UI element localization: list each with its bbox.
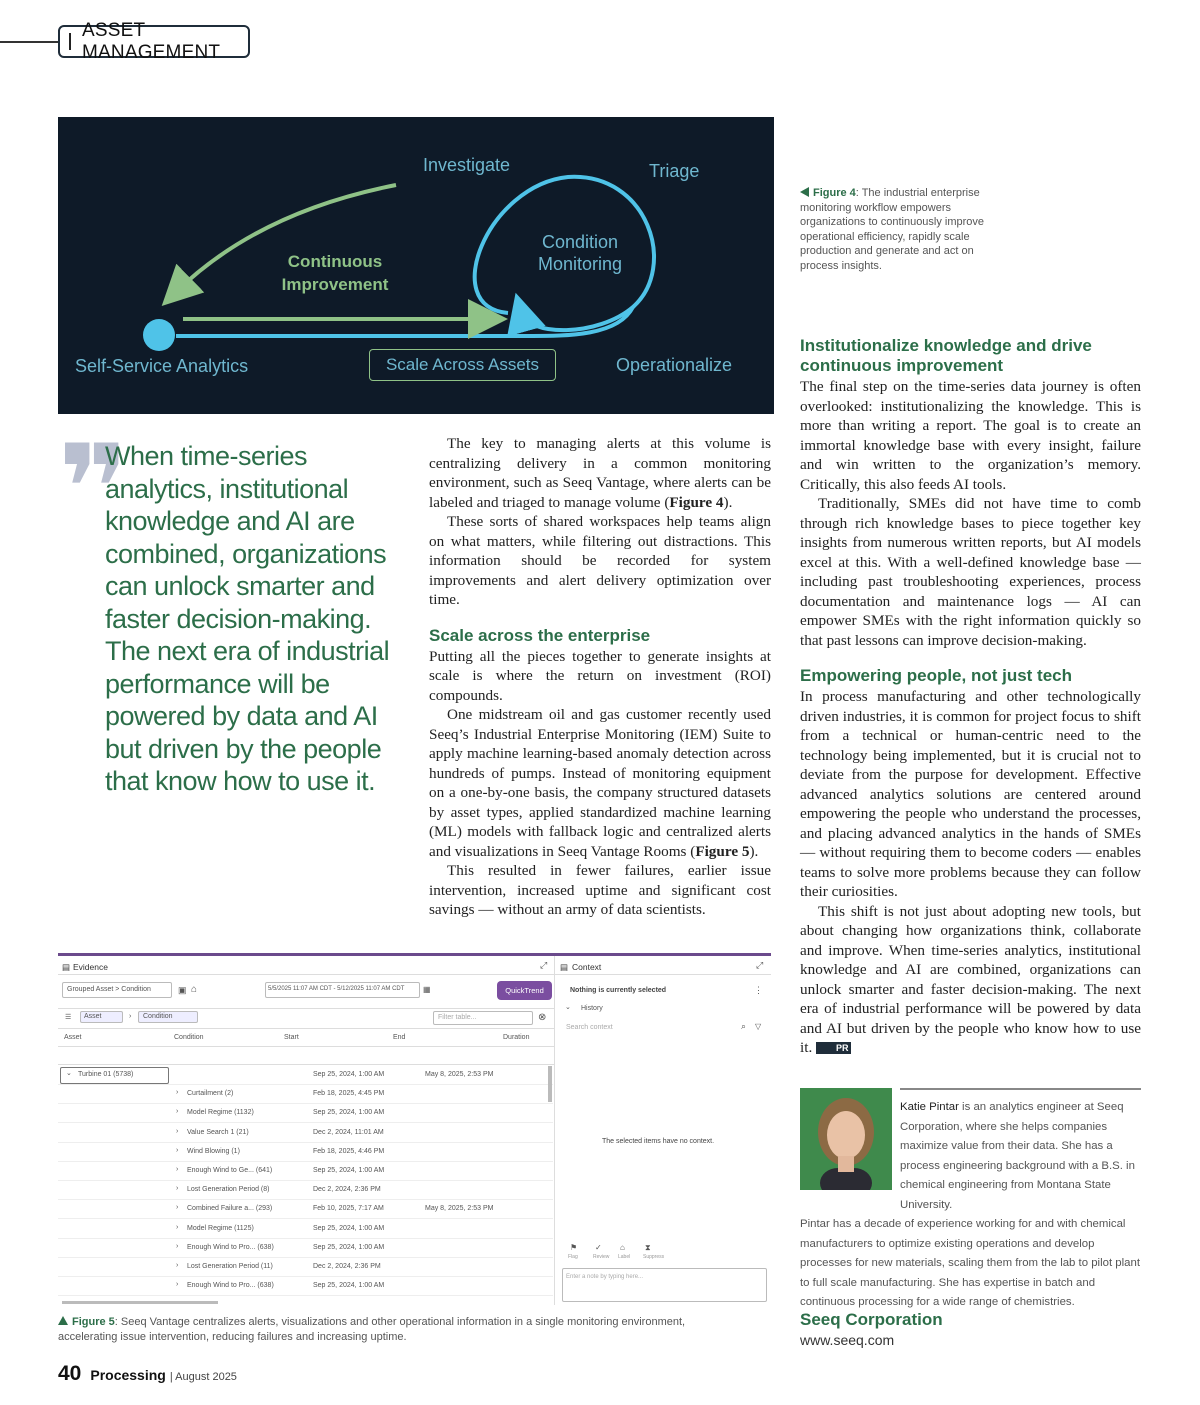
- row-name: Model Regime (1132): [187, 1109, 254, 1117]
- chevron-right-icon[interactable]: ›: [176, 1185, 179, 1193]
- search-context-input[interactable]: Search context: [566, 1024, 613, 1031]
- row-name: Enough Wind to Pro... (638): [187, 1243, 274, 1251]
- action-label: Suppress: [643, 1254, 665, 1260]
- expand-icon[interactable]: ⤢: [540, 960, 548, 970]
- caption-text: : Seeq Vantage centralizes alerts, visualizations and other operational information in a single monitoring environment, accelerating issue intervention, reducing failures and increasing uptime.: [58, 1316, 686, 1343]
- row-end: May 8, 2025, 2:53 PM: [425, 1205, 494, 1213]
- row-name: Curtailment (2): [187, 1090, 234, 1098]
- chevron-right-icon[interactable]: ›: [176, 1204, 179, 1212]
- table-row[interactable]: [58, 1162, 553, 1181]
- quicktrend-button[interactable]: [497, 981, 552, 1000]
- table-row[interactable]: [58, 1181, 553, 1200]
- company-url[interactable]: www.seeq.com: [800, 1332, 895, 1348]
- label-condition-line1: Condition: [541, 232, 619, 252]
- filter-placeholder: Filter table...: [438, 1014, 477, 1021]
- section-title: ASSET MANAGEMENT: [82, 19, 221, 63]
- end-mark-icon: PR: [816, 1042, 851, 1054]
- label-continuous-improvement: [270, 250, 400, 296]
- tag-tick: [69, 33, 71, 50]
- quote-mark-icon: ❞: [58, 420, 115, 559]
- chevron-right-icon[interactable]: ›: [176, 1146, 179, 1154]
- author-bio: [800, 1098, 1141, 1313]
- label-condition-monitoring: [530, 231, 630, 275]
- action-flag-icon[interactable]: ⚑: [570, 1243, 578, 1252]
- action-label: Flag: [568, 1254, 578, 1260]
- row-start: Feb 18, 2025, 4:46 PM: [313, 1147, 385, 1155]
- history-label[interactable]: History: [581, 1005, 603, 1012]
- grouping-value: Grouped Asset > Condition: [67, 986, 151, 993]
- context-title: Context: [572, 962, 602, 972]
- row-end: May 8, 2025, 2:53 PM: [425, 1071, 494, 1078]
- paragraph: The final step on the time-series data journey is often overlooked: institutionalizing the knowledge. This is more than writing a report. The goal is to create an immortal knowledge base with every insight, failure and win written to the organization’s memory. Critically, this also feeds AI tools.: [800, 378, 1141, 493]
- figure-5-caption: [58, 1315, 738, 1344]
- company-name: Seeq Corporation: [800, 1310, 943, 1329]
- caption-label: Figure 4: [813, 187, 856, 199]
- label-triage: Triage: [649, 161, 700, 181]
- evidence-icon: ▤: [62, 962, 71, 972]
- expand-icon[interactable]: ⤢: [756, 960, 764, 970]
- row-start: Sep 25, 2024, 1:00 AM: [313, 1243, 385, 1251]
- paragraph: These sorts of shared workspaces help teams align on what matters, while filtering out distractions. This information should be recorded for system improvements and alert delivery optimization over time.: [429, 513, 771, 608]
- table-row[interactable]: [58, 1220, 553, 1239]
- chevron-right-icon[interactable]: ›: [176, 1223, 179, 1231]
- table-row[interactable]: [58, 1143, 553, 1162]
- chevron-right-icon[interactable]: ›: [176, 1166, 179, 1173]
- chevron-right-icon[interactable]: ›: [176, 1281, 179, 1289]
- label-continuous-line1: Continuous: [287, 252, 383, 271]
- paragraph: The key to managing alerts at this volume is centralizing delivery in a common monitoring environment, such as Seeq Vantage, where alerts can be labeled and triaged to manage volume (Figure 4).: [429, 435, 771, 511]
- author-name: Katie Pintar: [900, 1101, 959, 1113]
- article-column-right: [800, 336, 1141, 1058]
- bio-rest: Pintar has a decade of experience working for and with chemical manufacturers to optimize existing operations and develop processes for new materials, scaling them from the lab to pilot plant to full scale manufacturing. She has expertise in batch and continuous processing for a wide range of chemistries.: [800, 1218, 1140, 1308]
- label-investigate: Investigate: [423, 155, 511, 175]
- column-header[interactable]: End: [393, 1034, 406, 1041]
- subheading: Institutionalize knowledge and drive continuous improvement: [800, 336, 1092, 375]
- caption-arrow-icon: [58, 1316, 68, 1325]
- clear-icon[interactable]: ⊗: [538, 1012, 547, 1023]
- figure-4-diagram: [58, 117, 774, 414]
- page-number: 40: [58, 1362, 82, 1385]
- paragraph: One midstream oil and gas customer recently used Seeq’s Industrial Enterprise Monitoring (IEM) Suite to apply machine learning-based anomaly detection across hundreds of pumps. Instead of monitoring equipment on a one-by-one basis, the company structured datasets by asset types, applied standardized machine learning (ML) models with fallback logic and centralized alerts and visualizations in Seeq Vantage Rooms (Figure 5).: [429, 706, 771, 860]
- table-row[interactable]: [58, 1258, 553, 1277]
- table-row[interactable]: [58, 1066, 553, 1085]
- action-label: Label: [618, 1254, 631, 1260]
- label-scale-across-assets: Scale Across Assets: [369, 349, 556, 381]
- folio: [58, 1362, 237, 1386]
- paragraph: In process manufacturing and other technologically driven industries, it is common for project focus to shift from a technical or human-centric need to the technology being implemented, but it is crucial not to deviate from the purpose for development. Effective advanced analytics solutions are centered around empowering the people who understand the processes, and placing advanced analytics in the hands of SMEs — without requiring them to become coders — enables teams to solve more problems because they can follow their curiosities.: [800, 688, 1141, 900]
- calendar-icon[interactable]: ▦: [423, 985, 431, 994]
- quicktrend-label: QuickTrend: [505, 986, 544, 995]
- table-row[interactable]: [58, 1124, 553, 1143]
- asset-chip-label: Asset: [84, 1013, 102, 1020]
- row-name: Combined Failure a... (293): [187, 1205, 273, 1213]
- column-header[interactable]: Asset: [64, 1034, 82, 1041]
- list-icon: ☰: [65, 1014, 72, 1021]
- row-start: Feb 10, 2025, 7:17 AM: [313, 1205, 384, 1213]
- search-icon[interactable]: ⌕: [741, 1021, 747, 1031]
- row-name: Turbine 01 (5738): [78, 1071, 134, 1078]
- chevron-right-icon[interactable]: ›: [176, 1108, 179, 1116]
- row-name: Lost Generation Period (11): [187, 1263, 273, 1270]
- context-icon: ▤: [560, 962, 569, 972]
- chevron-right-icon: ›: [129, 1013, 132, 1020]
- note-placeholder: Enter a note by typing here...: [566, 1274, 644, 1280]
- figure-ref: Figure 5: [695, 842, 750, 860]
- row-start: Feb 18, 2025, 4:45 PM: [313, 1090, 385, 1098]
- chevron-right-icon[interactable]: ›: [176, 1127, 179, 1135]
- paragraph: Putting all the pieces together to generate insights at scale is where the return on investment (ROI) compounds.: [429, 647, 771, 704]
- evidence-title: Evidence: [73, 962, 108, 972]
- row-name: Model Regime (1125): [187, 1224, 254, 1232]
- selection-status: Nothing is currently selected: [570, 987, 667, 994]
- caption-label: Figure 5: [72, 1316, 115, 1328]
- chevron-right-icon[interactable]: ›: [176, 1242, 179, 1250]
- row-name: Wind Blowing (1): [187, 1147, 240, 1155]
- column-header[interactable]: Condition: [174, 1034, 204, 1041]
- label-condition-line2: Monitoring: [537, 254, 623, 274]
- more-icon[interactable]: ⋮: [754, 985, 763, 995]
- home-icon[interactable]: ⌂: [191, 984, 198, 995]
- figure-4-caption: [800, 186, 985, 274]
- row-start: Sep 25, 2024, 1:00 AM: [313, 1282, 385, 1290]
- header-rule: [0, 41, 60, 43]
- condition-chip-label: Condition: [143, 1013, 173, 1020]
- table-row[interactable]: [58, 1085, 553, 1104]
- magazine-name: Processing: [90, 1367, 166, 1383]
- paragraph: This shift is not just about adopting new tools, but about changing how organizations think, collaborate and improve. When time-series analytics, institutional knowledge and AI are combined, organizations can unlock smarter and faster decision-making. The next era of industrial performance will be powered by data and AI but driven by the people who know how to use it. PR: [800, 902, 1141, 1056]
- table-row[interactable]: [58, 1277, 553, 1296]
- save-icon[interactable]: ▣: [178, 985, 187, 995]
- date-range-value: 5/5/2025 11:07 AM CDT - 5/12/2025 11:07 AM CDT: [268, 986, 405, 992]
- caption-text: : The industrial enterprise monitoring workflow empowers organizations to continuously improve operational efficiency, rapidly scale production and generate and act on process insights.: [800, 187, 985, 272]
- label-operationalize: Operationalize: [616, 355, 733, 375]
- row-start: Dec 2, 2024, 11:01 AM: [313, 1128, 384, 1136]
- row-name: Value Search 1 (21): [187, 1128, 249, 1136]
- row-start: Sep 25, 2024, 1:00 AM: [313, 1224, 385, 1232]
- table-row[interactable]: [58, 1200, 553, 1219]
- paragraph: Traditionally, SMEs did not have time to comb through rich knowledge bases to piece together key insights from numerous written reports, but AI models excel at this. With a well-defined knowledge base — including past troubleshooting experiences, process documentation and maintenance logs — AI can empower SMEs with the right information quickly so that past lessons can improve decision-making.: [800, 495, 1141, 649]
- row-name: Enough Wind to Ge... (641): [187, 1167, 273, 1174]
- self-service-dot: [143, 319, 175, 351]
- paragraph: This resulted in fewer failures, earlier issue intervention, increased uptime and significant cost savings — without an army of data scientists.: [429, 862, 771, 918]
- row-start: Sep 25, 2024, 1:00 AM: [313, 1071, 385, 1078]
- figure-5-screenshot: [58, 953, 771, 1305]
- row-start: Dec 2, 2024, 2:36 PM: [313, 1263, 381, 1270]
- empty-context-message: The selected items have no context.: [602, 1138, 715, 1145]
- action-label-icon[interactable]: ⌂: [620, 1243, 625, 1252]
- subheading: Empowering people, not just tech: [800, 666, 1073, 685]
- row-name: Lost Generation Period (8): [187, 1186, 270, 1194]
- article-column-middle: [429, 434, 771, 920]
- chevron-down-icon[interactable]: ⌄: [565, 1004, 571, 1011]
- chevron-down-icon[interactable]: ⌄: [66, 1070, 72, 1077]
- action-review-icon[interactable]: ✓: [595, 1243, 602, 1252]
- author-rule: [900, 1088, 1141, 1090]
- row-start: Sep 25, 2024, 1:00 AM: [313, 1109, 385, 1117]
- figure-ref: Figure 4: [669, 493, 724, 511]
- pull-quote: When time-series analytics, institutional knowledge and AI are combined, organizations can unlock smarter and faster decision-making. The next era of industrial performance will be powered by data and AI but driven by the people that know how to use it.: [105, 441, 390, 796]
- chevron-right-icon[interactable]: ›: [176, 1262, 179, 1269]
- row-start: Dec 2, 2024, 2:36 PM: [313, 1186, 381, 1194]
- row-start: Sep 25, 2024, 1:00 AM: [313, 1167, 385, 1174]
- column-header[interactable]: Start: [284, 1034, 299, 1041]
- label-continuous-line2: Improvement: [281, 275, 389, 294]
- column-header[interactable]: Duration: [503, 1034, 530, 1041]
- row-name: Enough Wind to Pro... (638): [187, 1282, 274, 1290]
- filter-icon[interactable]: ▽: [755, 1022, 762, 1031]
- action-suppress-icon[interactable]: ⧗: [645, 1243, 651, 1252]
- chevron-right-icon[interactable]: ›: [176, 1089, 179, 1097]
- table-row[interactable]: [58, 1239, 553, 1258]
- table-row[interactable]: [58, 1104, 553, 1123]
- subheading: Scale across the enterprise: [429, 625, 651, 645]
- section-tag: [58, 19, 250, 63]
- caption-arrow-icon: [800, 187, 809, 197]
- issue-date: | August 2025: [169, 1371, 237, 1383]
- label-self-service: Self-Service Analytics: [75, 356, 249, 376]
- action-label: Review: [593, 1254, 610, 1260]
- bio-intro: Katie Pintar is an analytics engineer at Seeq Corporation, where she helps companies maximize value from their data. She has a process engineering background with a B.S. in chemical engineering from Montana State University.: [900, 1101, 1135, 1211]
